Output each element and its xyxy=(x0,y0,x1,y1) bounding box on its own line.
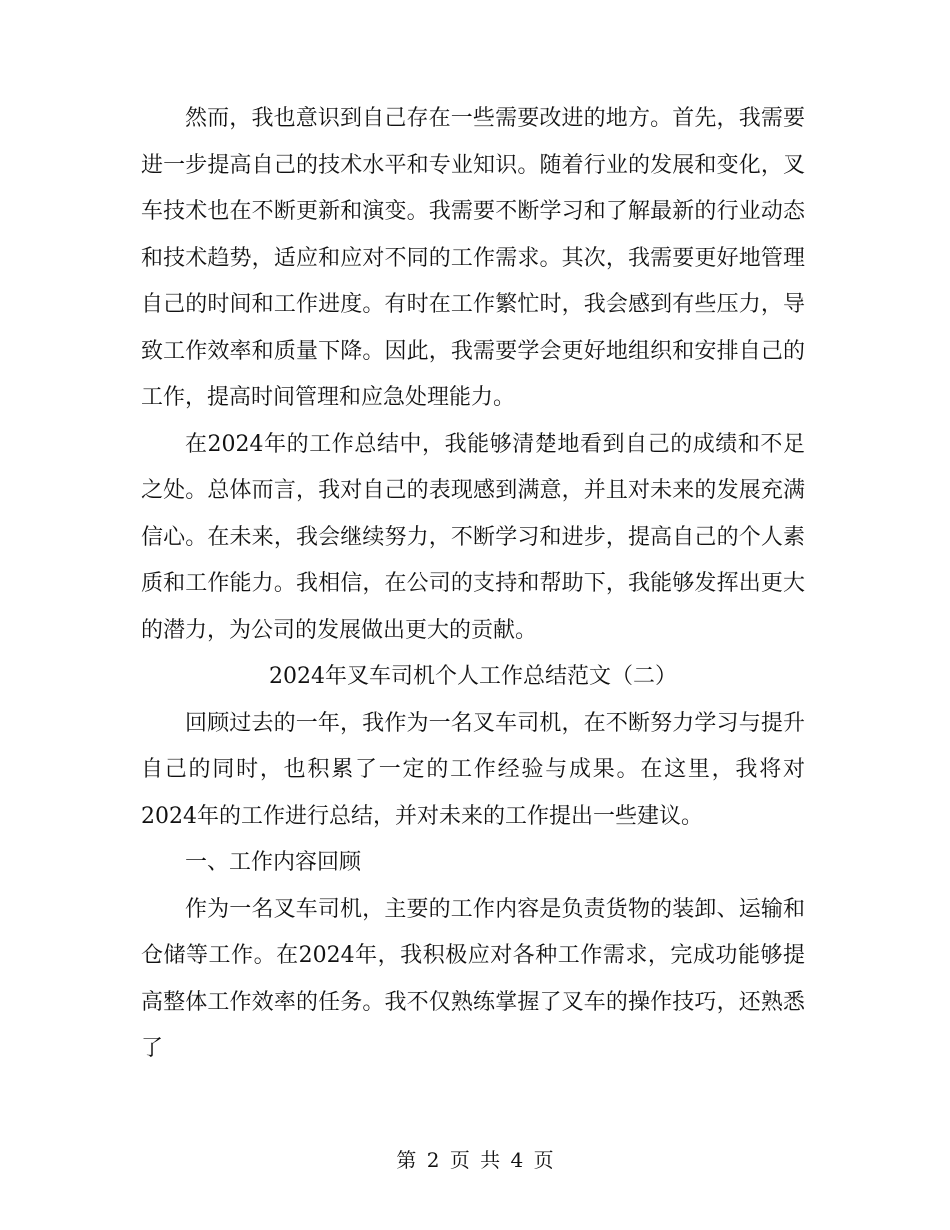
paragraph-improvement: 然而，我也意识到自己存在一些需要改进的地方。首先，我需要进一步提高自己的技术水平和专业知识。随着行业的发展和变化，叉车技术也在不断更新和演变。我需要不断学习和了解最新的行业动态和技术趋势，适应和应对不同的工作需求。其次，我需要更好地管理自己的时间和工作进度。有时在工作繁忙时，我会感到有些压力，导致工作效率和质量下降。因此，我需要学会更好地组织和安排自己的工作，提高时间管理和应急处理能力。 xyxy=(141,106,805,410)
subsection-title: 一、工作内容回顾 xyxy=(185,850,362,875)
paragraph-work-content: 作为一名叉车司机，主要的工作内容是负责货物的装卸、运输和仓储等工作。在2024年，我积极应对各种工作需求，完成功能够提高整体工作效率的任务。我不仅熟练掌握了叉车的操作技巧，还熟悉了 xyxy=(141,896,805,1061)
document-body xyxy=(141,96,805,1073)
section-heading: 2024年叉车司机个人工作总结范文（二） xyxy=(269,664,677,689)
paragraph-summary: 在2024年的工作总结中，我能够清楚地看到自己的成绩和不足之处。总体而言，我对自己的表现感到满意，并且对未来的发展充满信心。在未来，我会继续努力，不断学习和进步，提高自己的个人素质和工作能力。我相信，在公司的支持和帮助下，我能够发挥出更大的潜力，为公司的发展做出更大的贡献。 xyxy=(141,431,805,643)
paragraph-intro: 回顾过去的一年，我作为一名叉车司机，在不断努力学习与提升自己的同时，也积累了一定的工作经验与成果。在这里，我将对2024年的工作进行总结，并对未来的工作提出一些建议。 xyxy=(141,710,805,829)
page-footer: 第 2 页 共 4 页 xyxy=(396,1148,554,1172)
